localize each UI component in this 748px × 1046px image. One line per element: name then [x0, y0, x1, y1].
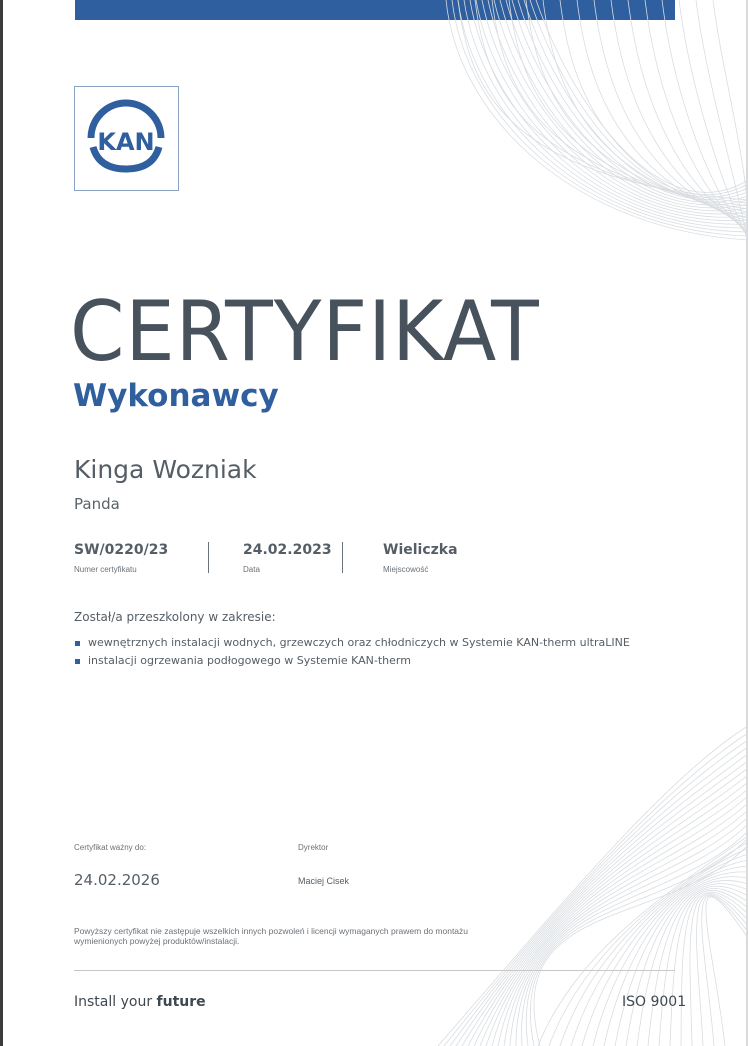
slogan-emphasis: future — [156, 994, 206, 1010]
slogan-prefix: Install your — [74, 994, 153, 1010]
date-label: Data — [243, 565, 260, 574]
scope-item-text: instalacji ogrzewania podłogowego w Systemie KAN-therm — [88, 654, 411, 667]
meta-divider — [208, 542, 209, 573]
date-field — [243, 542, 332, 574]
director-name: Maciej Cisek — [298, 876, 350, 886]
disclaimer-text: Powyższy certyfikat nie zastępuje wszelkich innych pozwoleń i licencji wymaganych prawem do montażu wymienionych powyżej produktów/instalacji. — [74, 926, 469, 946]
footer-divider — [74, 970, 675, 971]
certificate-number-label: Numer certyfikatu — [74, 565, 137, 574]
director-label: Dyrektor — [298, 843, 329, 852]
page-left-edge — [0, 0, 3, 1046]
scope-item — [75, 634, 630, 652]
footer-slogan — [74, 994, 206, 1010]
decorative-wave-bottom — [418, 716, 748, 1046]
location-label: Miejscowość — [383, 565, 429, 574]
certificate-subtitle: Wykonawcy — [73, 378, 279, 414]
kan-logo — [74, 86, 179, 191]
recipient-company: Panda — [74, 495, 120, 513]
certificate-number-field — [74, 542, 168, 574]
validity-date: 24.02.2026 — [74, 871, 160, 889]
location-value: Wieliczka — [383, 542, 458, 558]
iso-certification: ISO 9001 — [622, 994, 687, 1010]
date-value: 24.02.2023 — [243, 542, 332, 558]
logo-text: KAN — [97, 128, 155, 156]
scope-label: Został/a przeszkolony w zakresie: — [74, 610, 276, 624]
recipient-name: Kinga Wozniak — [74, 455, 257, 484]
meta-divider — [342, 542, 343, 573]
validity-label: Certyfikat ważny do: — [74, 843, 147, 852]
decorative-wave-top — [438, 0, 748, 250]
bullet-icon — [75, 659, 80, 664]
scope-list — [75, 634, 630, 670]
certificate-number-value: SW/0220/23 — [74, 542, 169, 558]
bullet-icon — [75, 641, 80, 646]
scope-item-text: wewnętrznych instalacji wodnych, grzewczych oraz chłodniczych w Systemie KAN-therm ultraLINE — [88, 636, 630, 649]
scope-item — [75, 652, 630, 670]
top-accent-bar — [75, 0, 675, 20]
certificate-title: CERTYFIKAT — [70, 283, 540, 380]
location-field — [383, 542, 458, 574]
